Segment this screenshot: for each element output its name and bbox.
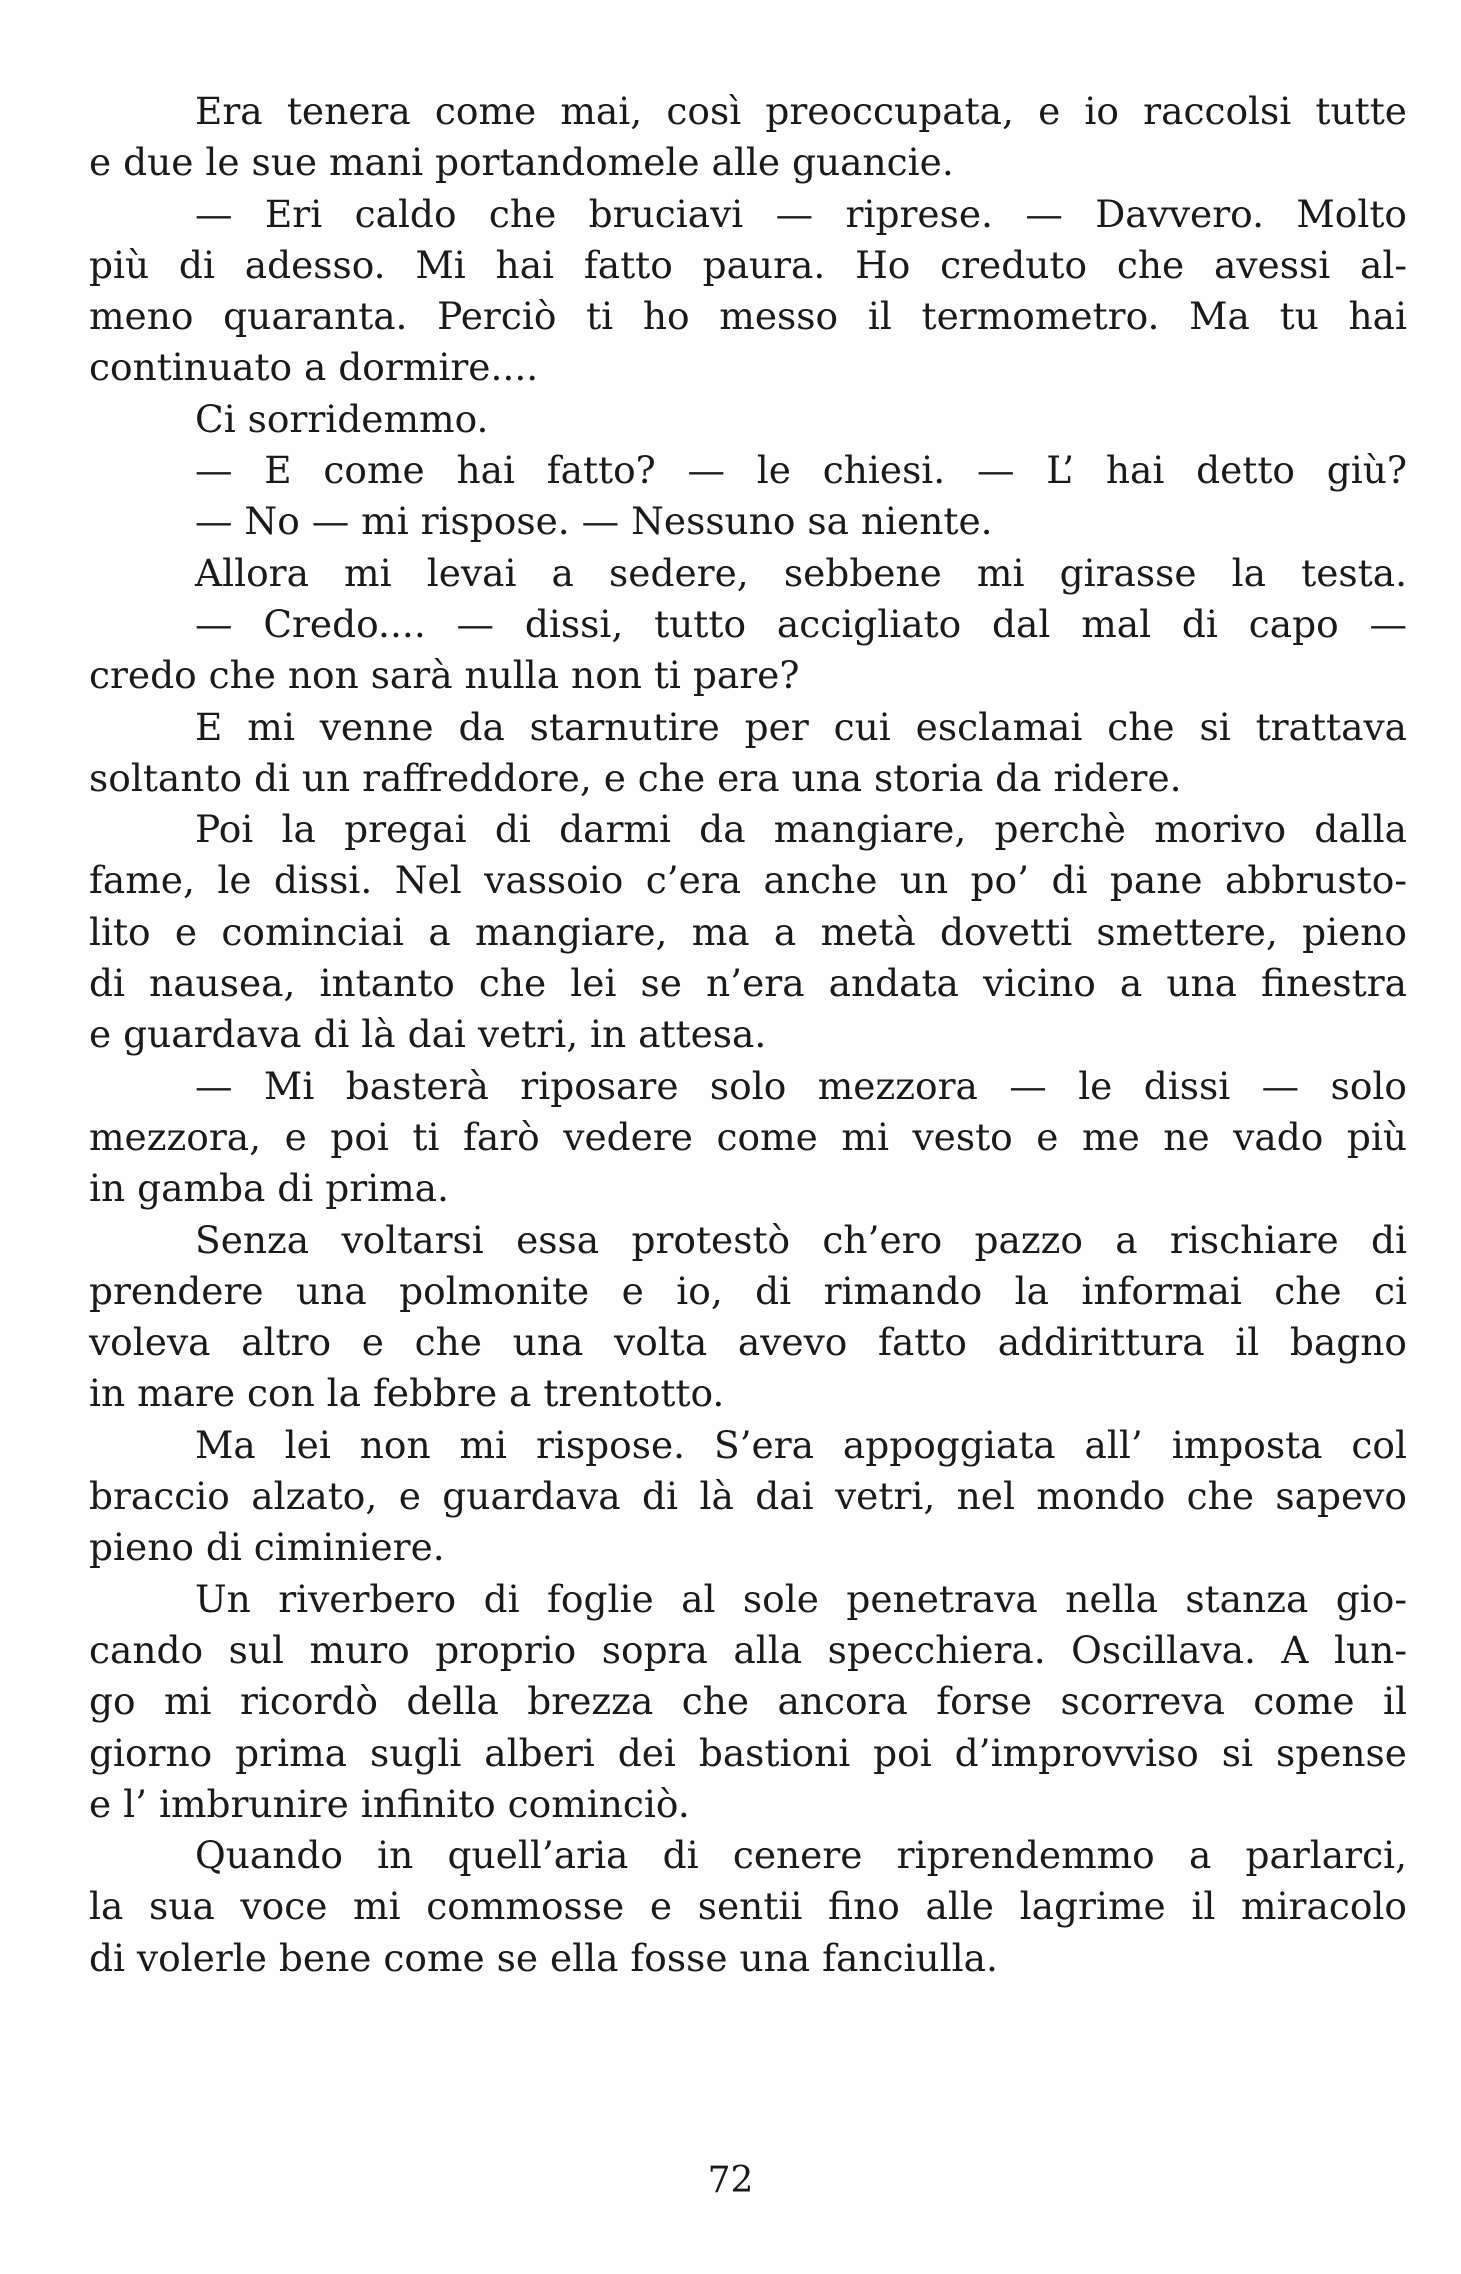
text-line: di volerle bene come se ella fosse una fanciulla. bbox=[89, 1935, 998, 1980]
text-line: Ci sorridemmo. bbox=[195, 396, 489, 441]
text-line: meno quaranta. Perciò ti ho messo il termometro. Ma tu hai bbox=[89, 294, 1407, 339]
text-line: cando sul muro proprio sopra alla specchiera. Oscillava. A lun- bbox=[89, 1627, 1407, 1672]
text-line: — Credo.... — dissi, tutto accigliato dal mal di capo — bbox=[195, 601, 1407, 646]
text-line: prendere una polmonite e io, di rimando la informai che ci bbox=[89, 1268, 1407, 1313]
text-line: E mi venne da starnutire per cui esclamai che si trattava bbox=[195, 704, 1407, 749]
text-line: — No — mi rispose. — Nessuno sa niente. bbox=[195, 499, 993, 544]
body-text bbox=[89, 86, 1407, 1984]
text-line: pieno di ciminiere. bbox=[89, 1525, 445, 1570]
text-line: Poi la pregai di darmi da mangiare, perchè morivo dalla bbox=[195, 807, 1407, 852]
text-line: Quando in quell’aria di cenere riprendemmo a parlarci, bbox=[195, 1833, 1407, 1878]
text-line: giorno prima sugli alberi dei bastioni poi d’improvviso si spense bbox=[89, 1730, 1407, 1775]
text-line: e guardava di là dai vetri, in attesa. bbox=[89, 1012, 767, 1057]
text-line: Era tenera come mai, così preoccupata, e io raccolsi tutte bbox=[195, 89, 1407, 133]
text-line: braccio alzato, e guardava di là dai vetri, nel mondo che sapevo bbox=[89, 1474, 1407, 1519]
text-line: di nausea, intanto che lei se n’era andata vicino a una finestra bbox=[89, 961, 1407, 1006]
text-line: Allora mi levai a sedere, sebbene mi girasse la testa. bbox=[195, 550, 1407, 595]
text-line: voleva altro e che una volta avevo fatto addirittura il bagno bbox=[89, 1320, 1407, 1365]
text-line: e l’ imbrunire infinito cominciò. bbox=[89, 1781, 690, 1826]
text-line: soltanto di un raffreddore, e che era una storia da ridere. bbox=[89, 755, 1182, 800]
text-line: credo che non sarà nulla non ti pare? bbox=[89, 653, 800, 698]
text-line: fame, le dissi. Nel vassoio c’era anche un po’ di pane abbrusto- bbox=[89, 858, 1407, 903]
text-line: lito e cominciai a mangiare, ma a metà dovetti smettere, pieno bbox=[89, 909, 1407, 954]
text-line: e due le sue mani portandomele alle guancie. bbox=[89, 140, 954, 185]
text-line: continuato a dormire.... bbox=[89, 345, 539, 390]
text-line: go mi ricordò della brezza che ancora forse scorreva come il bbox=[89, 1679, 1407, 1724]
text-line: in mare con la febbre a trentotto. bbox=[89, 1371, 725, 1416]
text-line: — Eri caldo che bruciavi — riprese. — Davvero. Molto bbox=[195, 191, 1407, 236]
text-line: la sua voce mi commosse e sentii fino alle lagrime il miracolo bbox=[89, 1884, 1407, 1929]
page-number: 72 bbox=[707, 2160, 754, 2201]
text-line: — Mi basterà riposare solo mezzora — le dissi — solo bbox=[195, 1063, 1407, 1108]
text-line: in gamba di prima. bbox=[89, 1166, 449, 1211]
text-line: più di adesso. Mi hai fatto paura. Ho creduto che avessi al- bbox=[89, 242, 1407, 287]
text-line: mezzora, e poi ti farò vedere come mi vesto e me ne vado più bbox=[89, 1114, 1407, 1159]
text-line: — E come hai fatto? — le chiesi. — L’ hai detto giù? bbox=[195, 448, 1407, 493]
text-line: Ma lei non mi rispose. S’era appoggiata all’ imposta col bbox=[195, 1422, 1407, 1467]
text-line: Senza voltarsi essa protestò ch’ero pazzo a rischiare di bbox=[195, 1217, 1407, 1262]
text-line: Un riverbero di foglie al sole penetrava nella stanza gio- bbox=[195, 1576, 1407, 1621]
